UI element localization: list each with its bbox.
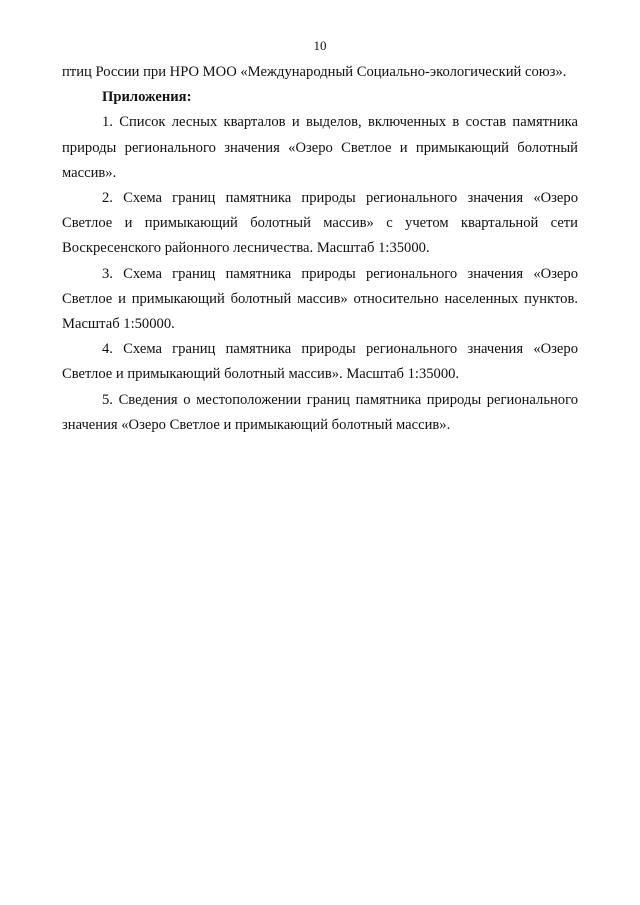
appendix-heading: Приложения:	[102, 89, 192, 106]
page-number: 10	[313, 38, 327, 53]
document-body	[62, 60, 578, 438]
appendix-item: 4. Схема границ памятника природы регионального значения «Озеро Светлое и примыкающий болотный массив». Масштаб 1:35000.	[62, 341, 578, 383]
appendix-item: 3. Схема границ памятника природы регионального значения «Озеро Светлое и примыкающий болотный массив» относительно населенных пунктов. Масштаб 1:50000.	[62, 265, 578, 333]
opening-paragraph: птиц России при НРО МОО «Международный Социально-экологический союз».	[62, 64, 567, 80]
appendix-item: 5. Сведения о местоположении границ памятника природы регионального значения «Озеро Светлое и примыкающий болотный массив».	[62, 391, 578, 433]
appendix-item: 1. Список лесных кварталов и выделов, включенных в состав памятника природы регионального значения «Озеро Светлое и примыкающий болотный массив».	[62, 114, 578, 181]
appendix-item: 2. Схема границ памятника природы регионального значения «Озеро Светлое и примыкающий болотный массив» с учетом квартальной сети Воскресенского районного лесничества. Масштаб 1:35000.	[62, 190, 578, 257]
